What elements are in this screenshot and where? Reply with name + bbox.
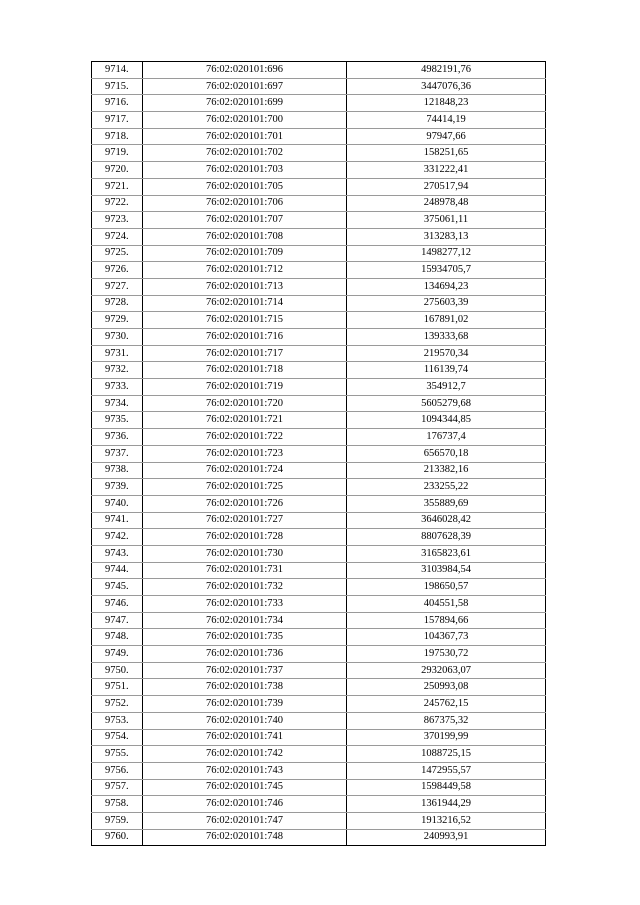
row-number-cell: 9731. xyxy=(92,345,143,362)
value-cell: 139333,68 xyxy=(347,329,546,346)
table-row xyxy=(92,796,546,813)
row-number-cell: 9725. xyxy=(92,245,143,262)
value-cell: 245762,15 xyxy=(347,696,546,713)
row-number-cell: 9734. xyxy=(92,395,143,412)
row-number-cell: 9735. xyxy=(92,412,143,429)
value-cell: 1094344,85 xyxy=(347,412,546,429)
row-number-cell: 9738. xyxy=(92,462,143,479)
table-row xyxy=(92,679,546,696)
row-number-cell: 9757. xyxy=(92,779,143,796)
cadastral-number-cell: 76:02:020101:715 xyxy=(143,312,347,329)
cadastral-number-cell: 76:02:020101:731 xyxy=(143,562,347,579)
table-row xyxy=(92,495,546,512)
row-number-cell: 9732. xyxy=(92,362,143,379)
cadastral-number-cell: 76:02:020101:727 xyxy=(143,512,347,529)
row-number-cell: 9749. xyxy=(92,646,143,663)
table-row xyxy=(92,345,546,362)
cadastral-number-cell: 76:02:020101:700 xyxy=(143,112,347,129)
row-number-cell: 9730. xyxy=(92,329,143,346)
row-number-cell: 9723. xyxy=(92,212,143,229)
row-number-cell: 9740. xyxy=(92,495,143,512)
cadastral-number-cell: 76:02:020101:735 xyxy=(143,629,347,646)
row-number-cell: 9755. xyxy=(92,746,143,763)
value-cell: 97947,66 xyxy=(347,128,546,145)
row-number-cell: 9726. xyxy=(92,262,143,279)
value-cell: 213382,16 xyxy=(347,462,546,479)
cadastral-value-table xyxy=(91,61,546,846)
row-number-cell: 9758. xyxy=(92,796,143,813)
row-number-cell: 9729. xyxy=(92,312,143,329)
row-number-cell: 9747. xyxy=(92,612,143,629)
table-row xyxy=(92,295,546,312)
value-cell: 1913216,52 xyxy=(347,812,546,829)
value-cell: 157894,66 xyxy=(347,612,546,629)
cadastral-number-cell: 76:02:020101:741 xyxy=(143,729,347,746)
value-cell: 354912,7 xyxy=(347,379,546,396)
table-row xyxy=(92,545,546,562)
cadastral-number-cell: 76:02:020101:742 xyxy=(143,746,347,763)
value-cell: 275603,39 xyxy=(347,295,546,312)
table-row xyxy=(92,329,546,346)
cadastral-number-cell: 76:02:020101:748 xyxy=(143,829,347,846)
table-row xyxy=(92,62,546,79)
table-row xyxy=(92,562,546,579)
value-cell: 158251,65 xyxy=(347,145,546,162)
row-number-cell: 9728. xyxy=(92,295,143,312)
value-cell: 270517,94 xyxy=(347,178,546,195)
row-number-cell: 9727. xyxy=(92,278,143,295)
cadastral-number-cell: 76:02:020101:747 xyxy=(143,812,347,829)
table-row xyxy=(92,78,546,95)
value-cell: 121848,23 xyxy=(347,95,546,112)
value-cell: 3646028,42 xyxy=(347,512,546,529)
table-row xyxy=(92,178,546,195)
value-cell: 1598449,58 xyxy=(347,779,546,796)
cadastral-number-cell: 76:02:020101:725 xyxy=(143,479,347,496)
row-number-cell: 9721. xyxy=(92,178,143,195)
row-number-cell: 9754. xyxy=(92,729,143,746)
cadastral-number-cell: 76:02:020101:717 xyxy=(143,345,347,362)
table-row xyxy=(92,579,546,596)
cadastral-number-cell: 76:02:020101:726 xyxy=(143,495,347,512)
value-cell: 176737,4 xyxy=(347,429,546,446)
value-cell: 104367,73 xyxy=(347,629,546,646)
cadastral-number-cell: 76:02:020101:702 xyxy=(143,145,347,162)
cadastral-number-cell: 76:02:020101:699 xyxy=(143,95,347,112)
value-cell: 198650,57 xyxy=(347,579,546,596)
cadastral-number-cell: 76:02:020101:740 xyxy=(143,712,347,729)
value-cell: 1472955,57 xyxy=(347,762,546,779)
value-cell: 370199,99 xyxy=(347,729,546,746)
value-cell: 1498277,12 xyxy=(347,245,546,262)
cadastral-number-cell: 76:02:020101:713 xyxy=(143,278,347,295)
table-row xyxy=(92,829,546,846)
row-number-cell: 9736. xyxy=(92,429,143,446)
cadastral-number-cell: 76:02:020101:720 xyxy=(143,395,347,412)
row-number-cell: 9746. xyxy=(92,596,143,613)
row-number-cell: 9720. xyxy=(92,162,143,179)
value-cell: 197530,72 xyxy=(347,646,546,663)
value-cell: 867375,32 xyxy=(347,712,546,729)
value-cell: 116139,74 xyxy=(347,362,546,379)
cadastral-number-cell: 76:02:020101:723 xyxy=(143,445,347,462)
value-cell: 656570,18 xyxy=(347,445,546,462)
row-number-cell: 9717. xyxy=(92,112,143,129)
cadastral-number-cell: 76:02:020101:708 xyxy=(143,228,347,245)
value-cell: 3165823,61 xyxy=(347,545,546,562)
table-row xyxy=(92,445,546,462)
row-number-cell: 9760. xyxy=(92,829,143,846)
cadastral-number-cell: 76:02:020101:714 xyxy=(143,295,347,312)
table-row xyxy=(92,712,546,729)
cadastral-number-cell: 76:02:020101:719 xyxy=(143,379,347,396)
table-row xyxy=(92,312,546,329)
table-row xyxy=(92,379,546,396)
cadastral-number-cell: 76:02:020101:738 xyxy=(143,679,347,696)
value-cell: 331222,41 xyxy=(347,162,546,179)
table-row xyxy=(92,779,546,796)
row-number-cell: 9752. xyxy=(92,696,143,713)
row-number-cell: 9719. xyxy=(92,145,143,162)
table-row xyxy=(92,195,546,212)
value-cell: 3447076,36 xyxy=(347,78,546,95)
table-row xyxy=(92,212,546,229)
cadastral-number-cell: 76:02:020101:701 xyxy=(143,128,347,145)
table-row xyxy=(92,395,546,412)
cadastral-number-cell: 76:02:020101:718 xyxy=(143,362,347,379)
row-number-cell: 9733. xyxy=(92,379,143,396)
cadastral-number-cell: 76:02:020101:707 xyxy=(143,212,347,229)
value-cell: 313283,13 xyxy=(347,228,546,245)
value-cell: 167891,02 xyxy=(347,312,546,329)
row-number-cell: 9751. xyxy=(92,679,143,696)
value-cell: 15934705,7 xyxy=(347,262,546,279)
cadastral-number-cell: 76:02:020101:712 xyxy=(143,262,347,279)
cadastral-number-cell: 76:02:020101:733 xyxy=(143,596,347,613)
row-number-cell: 9716. xyxy=(92,95,143,112)
row-number-cell: 9748. xyxy=(92,629,143,646)
table-row xyxy=(92,429,546,446)
row-number-cell: 9722. xyxy=(92,195,143,212)
value-cell: 74414,19 xyxy=(347,112,546,129)
table-row xyxy=(92,228,546,245)
cadastral-number-cell: 76:02:020101:745 xyxy=(143,779,347,796)
cadastral-number-cell: 76:02:020101:736 xyxy=(143,646,347,663)
table-row xyxy=(92,245,546,262)
row-number-cell: 9742. xyxy=(92,529,143,546)
table-row xyxy=(92,362,546,379)
cadastral-number-cell: 76:02:020101:721 xyxy=(143,412,347,429)
row-number-cell: 9715. xyxy=(92,78,143,95)
row-number-cell: 9737. xyxy=(92,445,143,462)
table-row xyxy=(92,646,546,663)
table-row xyxy=(92,612,546,629)
table-row xyxy=(92,596,546,613)
cadastral-number-cell: 76:02:020101:734 xyxy=(143,612,347,629)
table-row xyxy=(92,662,546,679)
cadastral-number-cell: 76:02:020101:746 xyxy=(143,796,347,813)
cadastral-number-cell: 76:02:020101:706 xyxy=(143,195,347,212)
value-cell: 240993,91 xyxy=(347,829,546,846)
table-row xyxy=(92,462,546,479)
row-number-cell: 9756. xyxy=(92,762,143,779)
table-row xyxy=(92,812,546,829)
row-number-cell: 9759. xyxy=(92,812,143,829)
cadastral-number-cell: 76:02:020101:697 xyxy=(143,78,347,95)
table-row xyxy=(92,278,546,295)
table-body xyxy=(92,62,546,846)
cadastral-number-cell: 76:02:020101:703 xyxy=(143,162,347,179)
value-cell: 375061,11 xyxy=(347,212,546,229)
cadastral-number-cell: 76:02:020101:705 xyxy=(143,178,347,195)
cadastral-number-cell: 76:02:020101:696 xyxy=(143,62,347,79)
cadastral-number-cell: 76:02:020101:737 xyxy=(143,662,347,679)
cadastral-number-cell: 76:02:020101:716 xyxy=(143,329,347,346)
value-cell: 2932063,07 xyxy=(347,662,546,679)
cadastral-number-cell: 76:02:020101:730 xyxy=(143,545,347,562)
value-cell: 219570,34 xyxy=(347,345,546,362)
value-cell: 1361944,29 xyxy=(347,796,546,813)
table-row xyxy=(92,696,546,713)
value-cell: 3103984,54 xyxy=(347,562,546,579)
row-number-cell: 9753. xyxy=(92,712,143,729)
value-cell: 8807628,39 xyxy=(347,529,546,546)
value-cell: 4982191,76 xyxy=(347,62,546,79)
row-number-cell: 9714. xyxy=(92,62,143,79)
value-cell: 250993,08 xyxy=(347,679,546,696)
cadastral-number-cell: 76:02:020101:728 xyxy=(143,529,347,546)
table-row xyxy=(92,746,546,763)
table-row xyxy=(92,729,546,746)
table-row xyxy=(92,529,546,546)
row-number-cell: 9750. xyxy=(92,662,143,679)
row-number-cell: 9724. xyxy=(92,228,143,245)
cadastral-number-cell: 76:02:020101:743 xyxy=(143,762,347,779)
row-number-cell: 9739. xyxy=(92,479,143,496)
value-cell: 355889,69 xyxy=(347,495,546,512)
table-row xyxy=(92,162,546,179)
row-number-cell: 9743. xyxy=(92,545,143,562)
value-cell: 404551,58 xyxy=(347,596,546,613)
table-row xyxy=(92,262,546,279)
table-row xyxy=(92,112,546,129)
table-row xyxy=(92,479,546,496)
row-number-cell: 9741. xyxy=(92,512,143,529)
table-row xyxy=(92,412,546,429)
table-row xyxy=(92,128,546,145)
row-number-cell: 9718. xyxy=(92,128,143,145)
cadastral-number-cell: 76:02:020101:739 xyxy=(143,696,347,713)
value-cell: 134694,23 xyxy=(347,278,546,295)
table-row xyxy=(92,145,546,162)
row-number-cell: 9745. xyxy=(92,579,143,596)
value-cell: 5605279,68 xyxy=(347,395,546,412)
cadastral-number-cell: 76:02:020101:732 xyxy=(143,579,347,596)
table-row xyxy=(92,95,546,112)
value-cell: 1088725,15 xyxy=(347,746,546,763)
cadastral-number-cell: 76:02:020101:724 xyxy=(143,462,347,479)
value-cell: 233255,22 xyxy=(347,479,546,496)
table-row xyxy=(92,629,546,646)
row-number-cell: 9744. xyxy=(92,562,143,579)
value-cell: 248978,48 xyxy=(347,195,546,212)
cadastral-number-cell: 76:02:020101:709 xyxy=(143,245,347,262)
cadastral-number-cell: 76:02:020101:722 xyxy=(143,429,347,446)
table-row xyxy=(92,512,546,529)
table-row xyxy=(92,762,546,779)
